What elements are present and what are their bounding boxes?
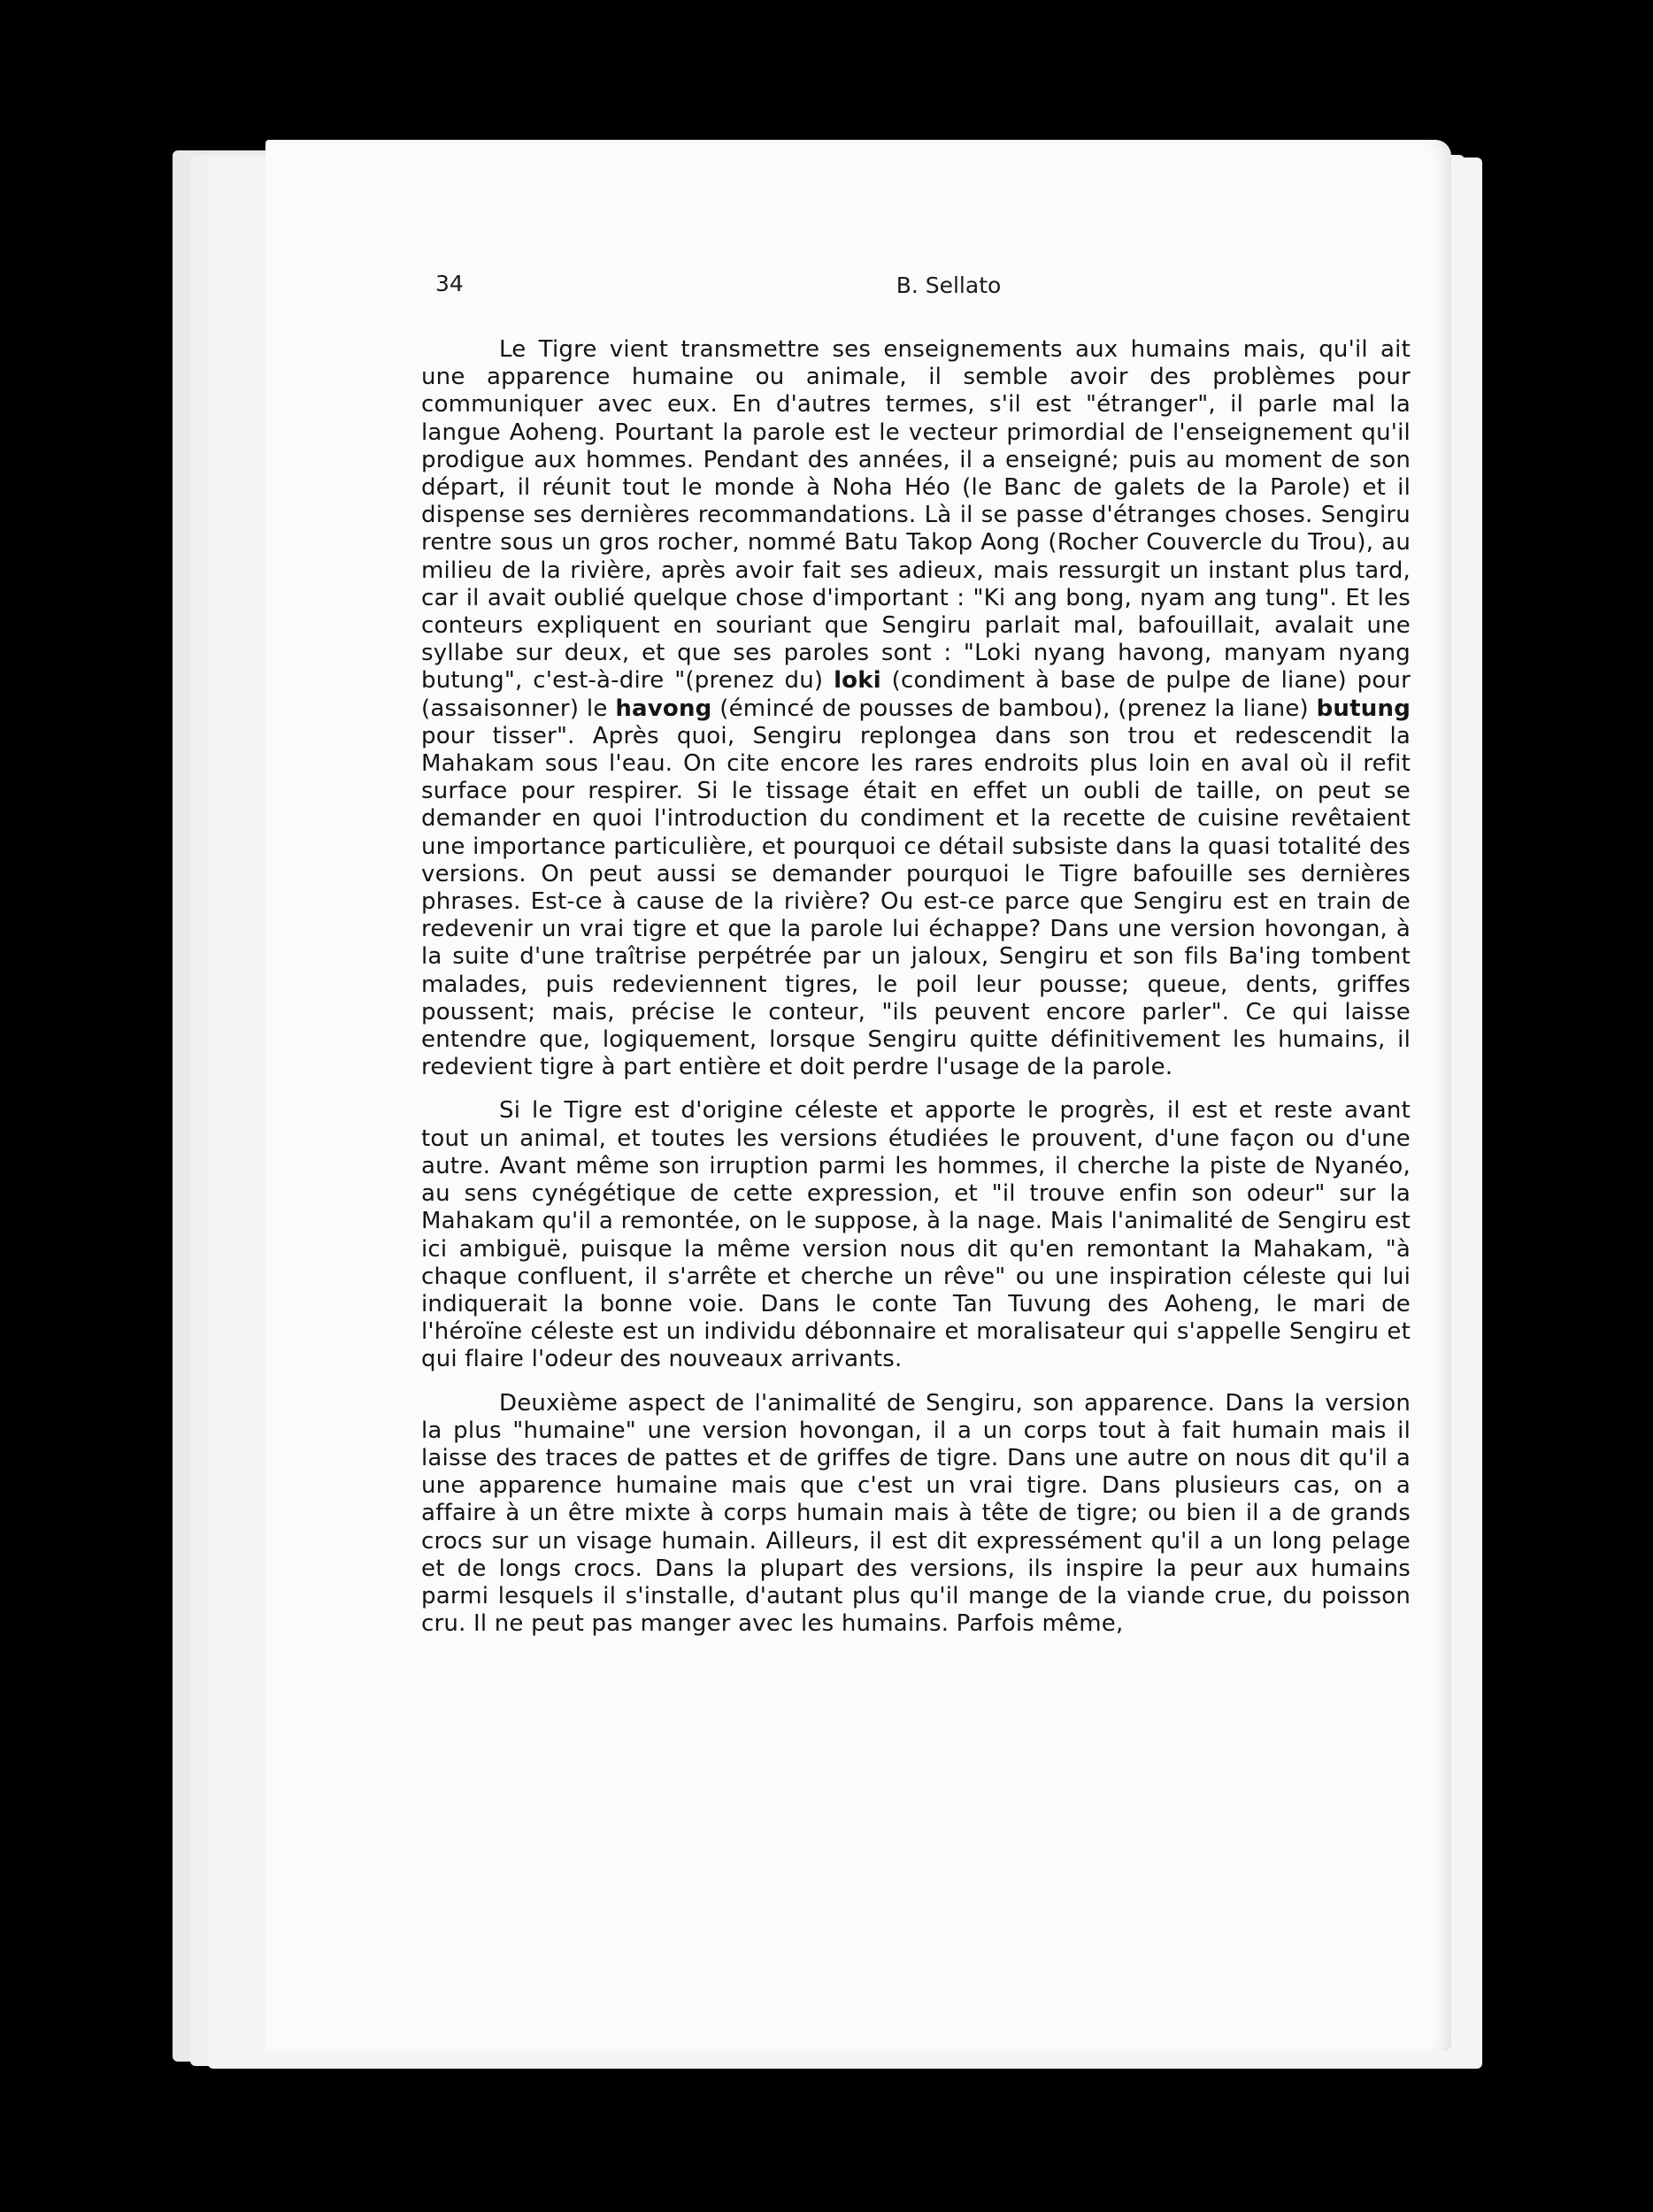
text-run: pour tisser". Après quoi, Sengiru replongea dans son trou et redescendit la Mahakam sous l'eau. On cite encore les rares endroits plus loin en aval où il refit surface pour respirer. Si le tissage était en effet un oubli de taille, on peut se demander en quoi l'introduction du condiment et la recette de cuisine revêtaient une importance particulière, et pourquoi ce détail subsiste dans la quasi totalité des versions. On peut aussi se demander pourquoi le Tigre bafouille ses dernières phrases. Est-ce à cause de la rivière? Ou est-ce parce que Sengiru est en train de redevenir un vrai tigre et que la parole lui échappe? Dans une version hovongan, à la suite d'une traîtrise perpétrée par un jaloux, Sengiru et son fils Ba'ing tombent malades, puis redeviennent tigres, le poil leur pousse; queue, dents, griffes poussent; mais, précise le conteur, "ils peuvent encore parler". Ce qui laisse entendre que, logiquement, lorsque Sengiru quitte définitivement les humains, il redevient tigre à part entière et doit perdre l'usage de la parole. [421, 722, 1411, 1081]
term-loki: loki [834, 667, 881, 695]
term-butung: butung [1316, 695, 1411, 722]
book-page [265, 140, 1451, 2051]
paragraph [421, 1097, 1411, 1373]
term-havong: havong [615, 695, 712, 722]
body-text [421, 336, 1411, 1638]
paragraph [421, 336, 1411, 1081]
text-run: (émincé de pousses de bambou), (prenez la liane) [711, 695, 1317, 722]
running-head [435, 271, 1426, 306]
text-run: Si le Tigre est d'origine céleste et apporte le progrès, il est et reste avant tout un animal, et toutes les versions étudiées le prouvent, d'une façon ou d'une autre. Avant même son irruption parmi les hommes, il cherche la piste de Nyanéo, au sens cynégétique de cette expression, et "il trouve enfin son odeur" sur la Mahakam qu'il a remontée, on le suppose, à la nage. Mais l'animalité de Sengiru est ici ambiguë, puisque la même version nous dit qu'en remontant la Mahakam, "à chaque confluent, il s'arrête et cherche un rêve" ou une inspiration céleste qui lui indiquerait la bonne voie. Dans le conte Tan Tuvung des Aoheng, le mari de l'héroïne céleste est un individu débonnaire et moralisateur qui s'appelle Sengiru et qui flaire l'odeur des nouveaux arrivants. [421, 1097, 1411, 1373]
page-number: 34 [435, 271, 464, 296]
text-run: (condiment à base de pulpe de liane) pour (assaisonner) le [421, 667, 1411, 722]
paragraph [421, 1390, 1411, 1639]
running-head-author: B. Sellato [896, 273, 1002, 298]
text-run: Le Tigre vient transmettre ses enseignements aux humains mais, qu'il ait une apparence humaine ou animale, il semble avoir des problèmes pour communiquer avec eux. En d'autres termes, s'il est "étranger", il parle mal la langue Aoheng. Pourtant la parole est le vecteur primordial de l'enseignement qu'il prodigue aux hommes. Pendant des années, il a enseigné; puis au moment de son départ, il réunit tout le monde à Noha Héo (le Banc de galets de la Parole) et il dispense ses dernières recommandations. Là il se passe d'étranges choses. Sengiru rentre sous un gros rocher, nommé Batu Takop Aong (Rocher Couvercle du Trou), au milieu de la rivière, après avoir fait ses adieux, mais ressurgit un instant plus tard, car il avait oublié quelque chose d'important : "Ki ang bong, nyam ang tung". Et les conteurs expliquent en souriant que Sengiru parlait mal, bafouillait, avalait une syllabe sur deux, et que ses paroles sont : "Loki nyang havong, manyam nyang butung", c'est-à-dire "(prenez du) [421, 336, 1411, 695]
text-run: Deuxième aspect de l'animalité de Sengiru, son apparence. Dans la version la plus "humaine" une version hovongan, il a un corps tout à fait humain mais il laisse des traces de pattes et de griffes de tigre. Dans une autre on nous dit qu'il a une apparence humaine mais que c'est un vrai tigre. Dans plusieurs cas, on a affaire à un être mixte à corps humain mais à tête de tigre; ou bien il a de grands crocs sur un visage humain. Ailleurs, il est dit expressément qu'il a un long pelage et de longs crocs. Dans la plupart des versions, ils inspire la peur aux humains parmi lesquels il s'installe, d'autant plus qu'il mange de la viande crue, du poisson cru. Il ne peut pas manger avec les humains. Parfois même, [421, 1389, 1411, 1638]
